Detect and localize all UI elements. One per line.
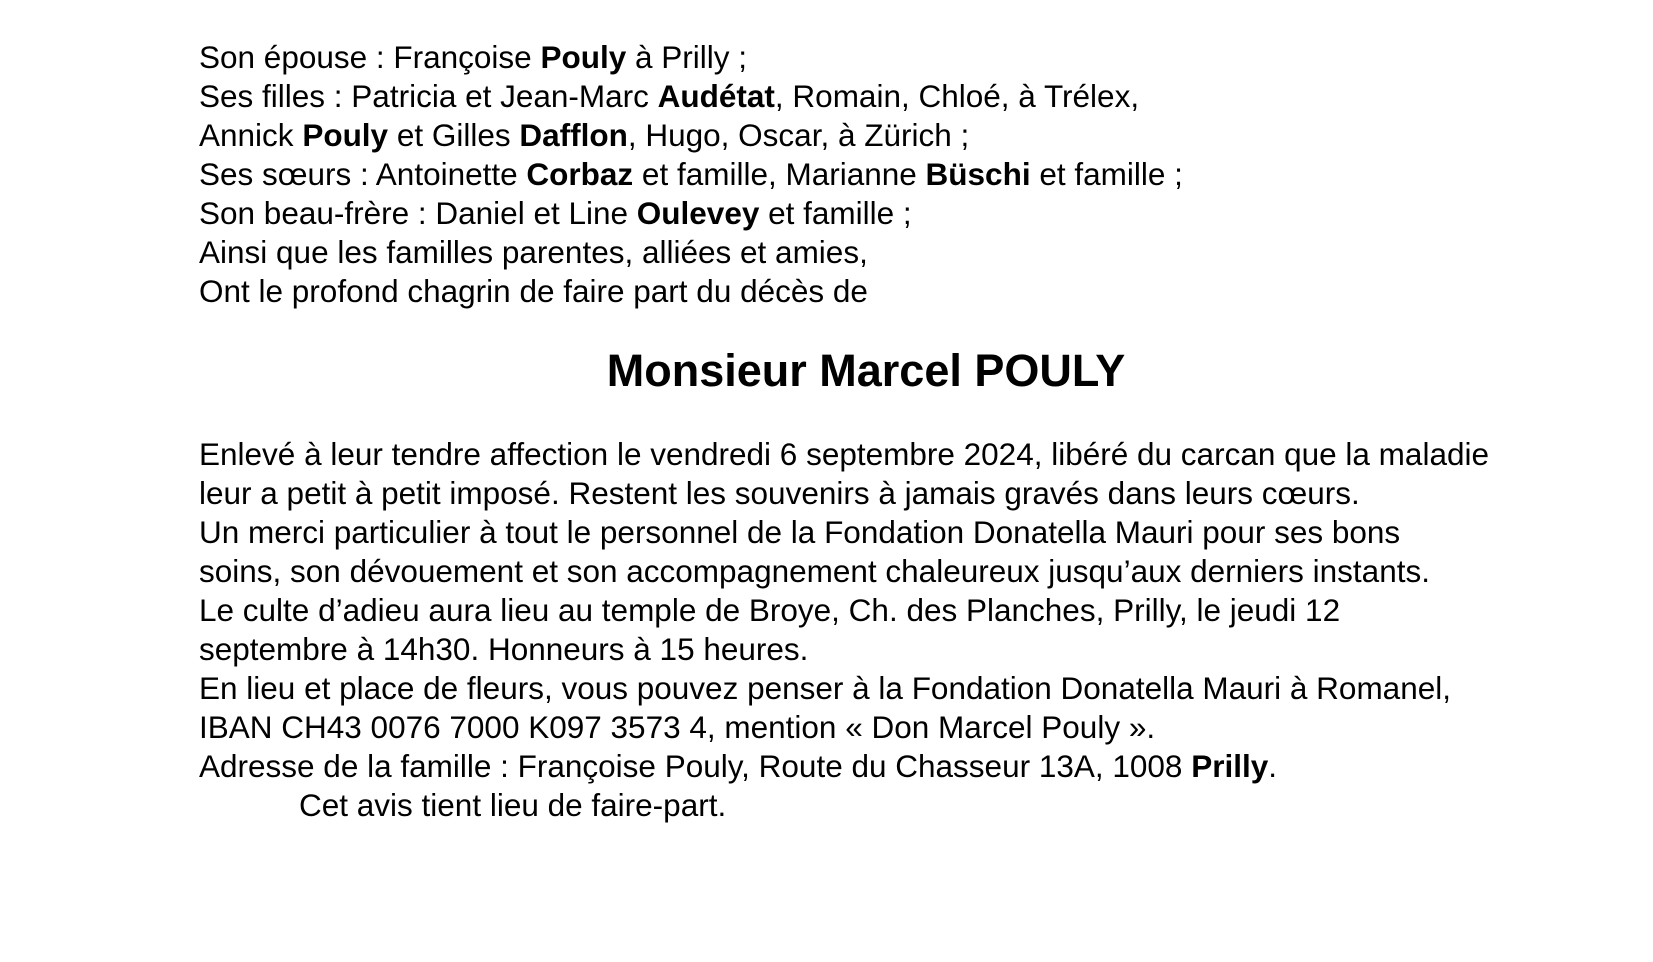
text-segment: Ses sœurs : Antoinette <box>199 156 527 192</box>
text-segment: à Prilly ; <box>626 39 748 75</box>
family-line-daughters <box>199 77 1489 116</box>
paragraph-passing: Enlevé à leur tendre affection le vendredi 6 septembre 2024, libéré du carcan que la maladie leur a petit à petit imposé. Restent les souvenirs à jamais gravés dans leurs cœurs. <box>199 436 1489 511</box>
text-segment: Son beau-frère : Daniel et Line <box>199 195 637 231</box>
paragraph-service: Le culte d’adieu aura lieu au temple de Broye, Ch. des Planches, Prilly, le jeudi 12 septembre à 14h30. Honneurs à 15 heures. <box>199 592 1341 667</box>
family-line-relatives <box>199 233 1489 272</box>
address-text: Adresse de la famille : Françoise Pouly, Route du Chasseur 13A, 1008 <box>199 748 1192 784</box>
address-city: Prilly <box>1191 748 1269 784</box>
paragraph-thanks: Un merci particulier à tout le personnel de la Fondation Donatella Mauri pour ses bons soins, son dévouement et son accompagnement chaleureux jusqu’aux derniers instants. <box>199 514 1430 589</box>
text-segment: Ainsi que les familles parentes, alliées et amies, <box>199 234 868 270</box>
paragraph-donation: En lieu et place de fleurs, vous pouvez penser à la Fondation Donatella Mauri à Romanel, IBAN CH43 0076 7000 K097 3573 4, mention « Don Marcel Pouly ». <box>199 670 1451 745</box>
family-address <box>199 747 1489 786</box>
text-segment: et Gilles <box>388 117 520 153</box>
family-list <box>199 38 1489 311</box>
text-segment: et famille ; <box>759 195 912 231</box>
family-line-spouse <box>199 38 1489 77</box>
family-line-sisters <box>199 155 1489 194</box>
surname: Büschi <box>925 156 1031 192</box>
text-segment: , Hugo, Oscar, à Zürich ; <box>627 117 970 153</box>
family-line-brother-in-law <box>199 194 1489 233</box>
text-segment: Ont le profond chagrin de faire part du décès de <box>199 273 868 309</box>
surname: Dafflon <box>519 117 628 153</box>
family-line-announcement <box>199 272 1489 311</box>
text-segment: et famille ; <box>1030 156 1183 192</box>
surname: Audétat <box>657 78 775 114</box>
surname: Corbaz <box>526 156 634 192</box>
surname: Oulevey <box>636 195 760 231</box>
obituary-notice <box>199 38 1489 825</box>
deceased-name-heading: Monsieur Marcel POULY <box>606 345 1126 396</box>
text-segment: , Romain, Chloé, à Trélex, <box>774 78 1140 114</box>
surname: Pouly <box>540 39 627 75</box>
family-line-daughter-2 <box>199 116 1489 155</box>
surname: Pouly <box>302 117 389 153</box>
closing-line: Cet avis tient lieu de faire-part. <box>299 787 727 823</box>
text-segment: et famille, Marianne <box>633 156 926 192</box>
address-suffix: . <box>1268 748 1278 784</box>
text-segment: Annick <box>199 117 303 153</box>
text-segment: Ses filles : Patricia et Jean-Marc <box>199 78 658 114</box>
text-segment: Son épouse : Françoise <box>199 39 541 75</box>
notice-body <box>199 435 1489 825</box>
